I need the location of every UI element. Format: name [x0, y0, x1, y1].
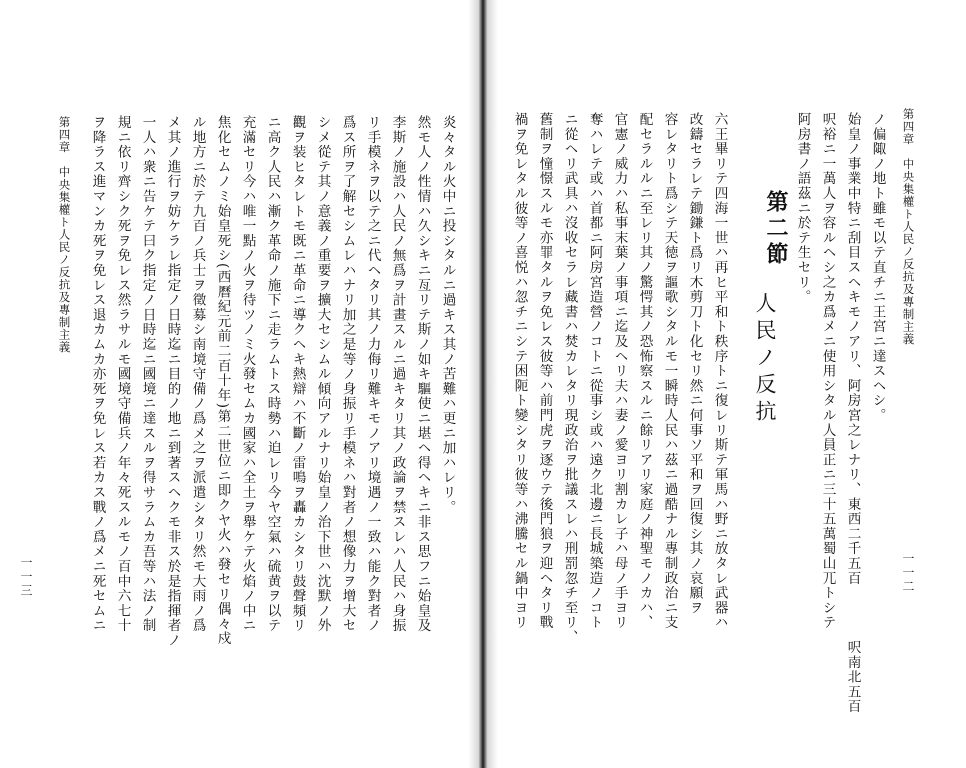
text-line: リ手模ネヲ以テ之ニ代ヘタリ其ノ力侮リ難キモノアリ境遇ノ一致ハ能ク對者ノ [364, 115, 381, 633]
running-header: 第四章 中央集權ト人民ノ反抗及專制主義 [901, 108, 916, 346]
text-line: ニ高ク人民ハ漸ク革命ノ施下ニ走ラムトス時勢ハ迫レリ今ヤ空氣ハ硫黄ヲ以テ [264, 115, 281, 633]
text-line: シメ從テ其ノ意義ノ重要ヲ擴大セシムル傾向アルナリ始皇ノ治下世ハ沈默ノ外 [314, 115, 331, 633]
text-line: 充滿セリ今ハ唯一點ノ火ヲ待ツノミ火發セムカ國家ハ全土ヲ舉ケテ火焰ノ中ニ [239, 115, 256, 633]
text-line: 六王畢リテ四海一世ハ再ヒ平和ト秩序トニ復レリ斯テ軍馬ハ野ニ放タレ武器ハ [711, 112, 728, 630]
text-line: 改鑄セラレテ鋤鎌ト爲リ木剪刀ト化セリ然ニ何事ソ平和ヲ回復シ其ノ哀願ヲ [686, 112, 703, 616]
text-line: ル地方ニ於テ九百ノ兵士ヲ徵募シ南境守備ノ爲メ之ヲ派遣シタリ然モ大雨ノ爲 [189, 115, 206, 633]
text-line: 配セラルルニ至レリ其ノ驚愕其ノ恐怖察スルニ餘リアリ家庭ノ神聖モノカハ、 [636, 112, 653, 630]
text-line: メ其ノ進行ヲ妨ケラレ指定ノ日時迄ニ目的ノ地ニ到著スヘクモ非ス於是指揮者ノ [164, 115, 181, 648]
page-number: 一一三 [19, 556, 33, 598]
text-line: 呎南北五百 [844, 640, 861, 714]
text-line: 李斯ノ施設ハ人民ノ無爲ヲ計畫スルニ過キタリ其ノ政論ヲ禁スレハ人民ハ身振 [389, 115, 406, 633]
text-line: ノ偏陬ノ地ト雖モ以テ直チニ王宮ニ達スヘシ。 [869, 112, 886, 423]
text-line: 炎々タル火中ニ投シタルニ過キス其ノ苦難ハ更ニ加ハレリ。 [439, 115, 456, 515]
text-line: 容レタリト爲シテ天徳ヲ謳歌シタルモ一瞬時人民ハ茲ニ過酷ナル專制政治ニ支 [661, 112, 678, 630]
text-line: 官憲ノ威力ハ私事末葉ノ事項ニ迄及ヘリ夫ハ妻ノ愛ヨリ割カレ子ハ母ノ手ヨリ [611, 112, 628, 630]
running-header: 第四章 中央集權ト人民ノ反抗及專制主義 [57, 116, 72, 354]
left-page [0, 0, 468, 768]
section-title: 人民ノ反抗 [753, 292, 777, 427]
text-line: 規ニ依リ齊シク死ヲ免レス然ラサルモ國境守備兵ノ年々死スルモノ百中六七十 [114, 115, 131, 633]
text-line: 爲ス所ヲ了解セシムレハナリ加之是等ノ身振リ手模ネハ對者ノ想像力ヲ增大セ [339, 115, 356, 633]
text-line: 然モ人ノ性情ハ久シキニ亙リテ斯ノ如キ驅使ニ堪ヘ得ヘキニ非ス思フニ始皇及 [414, 115, 431, 633]
right-page [498, 0, 966, 768]
text-line: 禍ヲ免レタル彼等ノ喜悦ハ忽チニシテ困阨ト變シタリ彼等ハ沸騰セル鍋中ヨリ [511, 112, 528, 630]
text-line: 奪ハレテ或ハ首都ニ阿房宮造營ノコトニ從事シ或ハ遠ク北邊ニ長城築造ノコト [586, 112, 603, 630]
book-spine [468, 0, 498, 768]
text-line: 舊制ヲ憧憬スルモ亦罪タルヲ免レス彼等ハ前門虎ヲ逐ウテ後門狼ヲ迎ヘタリ戰 [536, 112, 553, 630]
text-line: 觀ヲ装ヒタレトモ既ニ革命ニ導クヘキ熱辯ハ不斷ノ雷鳴ヲ轟カシタリ鼓聲頻リ [289, 115, 306, 633]
page-number: 一一二 [901, 552, 915, 594]
text-line: 始皇ノ事業中特ニ刮目スヘキモノアリ、阿房宮之レナリ、東西二千五百 [844, 112, 861, 586]
text-line: 呎裕ニ一萬人ヲ容ルヘシ之カ爲メニ使用シタル人員正ニ三十五萬蜀山兀トシテ [819, 112, 836, 630]
text-line: 阿房書ノ語茲ニ於テ生セリ。 [794, 112, 811, 305]
text-line: 焦化セムノミ始皇死シ(西曆紀元前二百十年)第二世位ニ即クヤ火ハ發セリ偶々戍 [214, 115, 231, 647]
section-number: 第二節 [763, 190, 788, 268]
text-line: ヲ降ラス進マンカ死ヲ免レス退カムカ亦死ヲ免レス若カス戰ノ爲メニ死セムニ [89, 115, 106, 633]
text-line: ニ從ヘリ武具ハ沒收セラレ藏書ハ焚カレタリ現政治ヲ批議スレハ刑罰忽チ至リ、 [561, 112, 578, 645]
text-line: 一人ハ衆ニ告ケテ曰ク指定ノ日時迄ニ國境ニ達スルヲ得サラムカ吾等ハ法ノ制 [139, 115, 156, 633]
